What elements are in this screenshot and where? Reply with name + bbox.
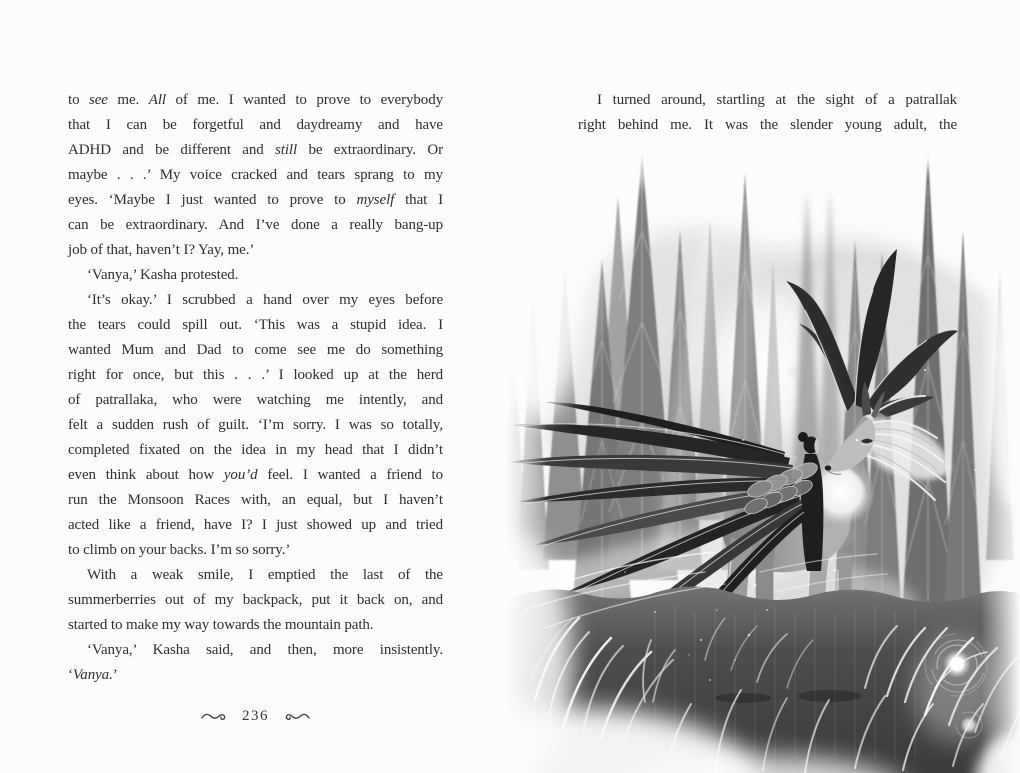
text-line: can be extraordinary. And I’ve done a really bang-up — [68, 217, 443, 233]
text-line: ADHD and be different and still be extraordinary. Or — [68, 142, 443, 158]
text-line: ‘Vanya,’ Kasha protested. — [87, 267, 239, 283]
right-page-text — [578, 88, 957, 138]
text-line: maybe . . .’ My voice cracked and tears sprang to my — [68, 167, 443, 183]
text-line: ‘Vanya.’ — [68, 667, 118, 683]
text-line: even think about how you’d feel. I wanted a friend to — [68, 467, 443, 483]
text-line: run the Monsoon Races with, an equal, but I haven’t — [68, 492, 443, 508]
left-page-text — [68, 88, 443, 688]
text-line: ‘It’s okay.’ I scrubbed a hand over my eyes before — [87, 292, 443, 308]
text-line: acted like a friend, have I? I just showed up and tried — [68, 517, 443, 533]
text-line: to see me. All of me. I wanted to prove to everybody — [68, 92, 443, 108]
text-line: wanted Mum and Dad to come see me do something — [68, 342, 443, 358]
left-page-footer — [68, 704, 443, 729]
text-line: I turned around, startling at the sight of a patrallak — [597, 92, 957, 108]
text-line: job of that, haven’t I? Yay, me.’ — [68, 242, 255, 258]
text-line: to climb on your backs. I’m so sorry.’ — [68, 542, 291, 558]
text-line: eyes. ‘Maybe I just wanted to prove to myself that I — [68, 192, 443, 208]
text-line: ‘Vanya,’ Kasha said, and then, more insistently. — [87, 642, 443, 658]
right-flourish-icon — [284, 710, 310, 724]
text-line: summerberries out of my backpack, put it back on, and — [68, 592, 443, 608]
left-flourish-icon — [201, 710, 227, 724]
text-line: started to make my way towards the mountain path. — [68, 617, 374, 633]
text-line: completed fixated on the idea in my head that I didn’t — [68, 442, 443, 458]
text-line: felt a sudden rush of guilt. ‘I’m sorry. I was so totally, — [68, 417, 443, 433]
text-line: that I can be forgetful and daydreamy and have — [68, 117, 443, 133]
text-line: right behind me. It was the slender young adult, the — [578, 117, 957, 133]
text-line: the tears could spill out. ‘This was a stupid idea. I — [68, 317, 443, 333]
text-line: of patrallaka, who were watching me intently, and — [68, 392, 443, 408]
text-line: right for once, but this . . .’ I looked up at the herd — [68, 367, 443, 383]
patrallak-illustration — [505, 140, 1020, 773]
text-line: With a weak smile, I emptied the last of the — [87, 567, 443, 583]
page-number: 236 — [242, 708, 269, 724]
